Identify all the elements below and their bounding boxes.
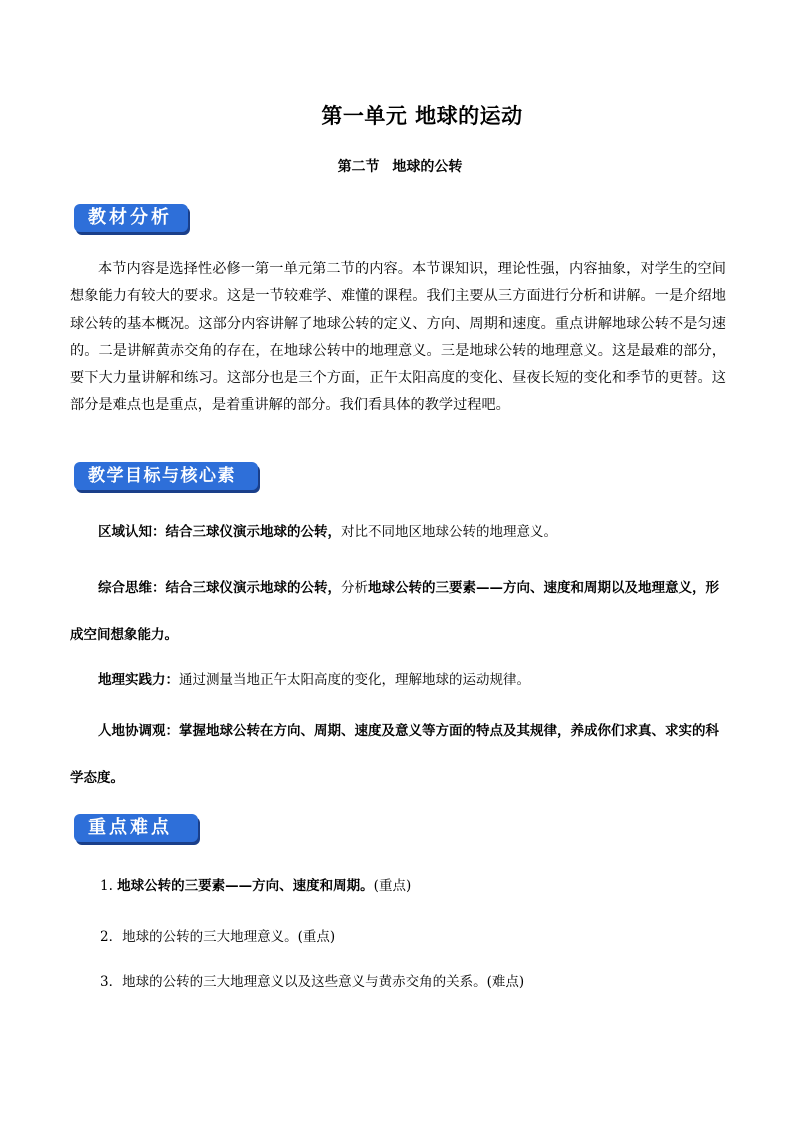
key-point-item — [100, 972, 740, 992]
key-point-tag: (重点) — [297, 929, 336, 945]
objective-label: 区域认知： — [98, 524, 166, 540]
key-point-tag: (重点) — [373, 878, 412, 894]
objective-item — [70, 657, 726, 704]
section-subtitle: 第二节 地球的公转 — [337, 159, 463, 175]
key-point-text: 地球的公转的三大地理意义以及这些意义与黄赤交角的关系。 — [122, 974, 487, 990]
key-point-number: 1. — [100, 878, 118, 894]
objective-label: 地理实践力： — [98, 672, 179, 688]
objective-label: 综合思维： — [98, 580, 166, 596]
objective-item — [70, 509, 726, 556]
key-point-item — [100, 927, 740, 947]
objective-text: 对比不同地区地球公转的地理意义。 — [341, 524, 557, 540]
objective-bold-text: 地球公转的三要素——方向、速度和周期以及地理意义，形成空间想象能力。 — [70, 580, 719, 643]
section-heading-key-points: 重点难点 — [74, 814, 198, 842]
objective-item — [70, 565, 726, 659]
objective-bold-text: 结合三球仪演示地球的公转， — [165, 524, 341, 540]
key-point-text: 地球的公转的三大地理意义。 — [122, 929, 298, 945]
objective-item — [70, 708, 726, 802]
section-heading-objectives: 教学目标与核心素养 — [74, 462, 258, 490]
objective-text: 分析 — [341, 580, 368, 596]
key-point-number: 3． — [100, 974, 123, 990]
analysis-paragraph: 本节内容是选择性必修一第一单元第二节的内容。本节课知识，理论性强，内容抽象，对学生的空间想象能力有较大的要求。这是一节较难学、难懂的课程。我们主要从三方面进行分析和讲解。一是介绍地球公转的基本概况。这部分内容讲解了地球公转的定义、方向、周期和速度。重点讲解地球公转不是匀速的。二是讲解黄赤交角的存在，在地球公转中的地理意义。三是地球公转的地理意义。这是最难的部分，要下大力量讲解和练习。这部分也是三个方面，正午太阳高度的变化、昼夜长短的变化和季节的更替。这部分是难点也是重点，是着重讲解的部分。我们看具体的教学过程吧。 — [70, 261, 726, 414]
key-point-item — [100, 876, 740, 896]
key-point-number: 2． — [100, 929, 123, 945]
section-heading-analysis: 教材分析 — [74, 204, 188, 232]
objective-label: 人地协调观： — [98, 723, 179, 739]
objective-text: 通过测量当地正午太阳高度的变化，理解地球的运动规律。 — [179, 672, 530, 688]
key-point-text: 地球公转的三要素——方向、速度和周期。 — [117, 878, 374, 894]
objective-bold-text: 掌握地球公转在方向、周期、速度及意义等方面的特点及其规律，养成你们求真、求实的科学态度。 — [70, 723, 719, 786]
objective-bold-text: 结合三球仪演示地球的公转， — [165, 580, 341, 596]
key-point-tag: (难点) — [486, 974, 525, 990]
page-title: 第一单元 地球的运动 — [321, 103, 523, 128]
